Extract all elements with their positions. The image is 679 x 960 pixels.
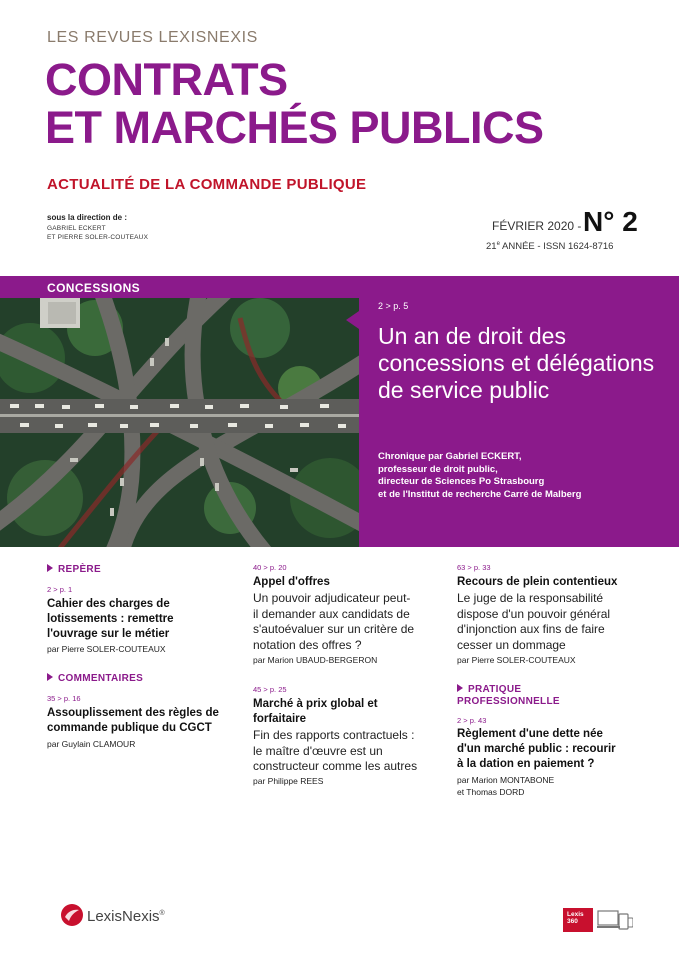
journal-title-line2: ET MARCHÉS PUBLICS	[45, 102, 544, 153]
article-title-prix-global[interactable]	[253, 697, 378, 727]
journal-title	[45, 56, 605, 152]
article-author-line: par Marion MONTABONE	[457, 775, 555, 785]
article-title-line: Cahier des charges de	[47, 598, 170, 610]
director-1: GABRIEL ECKERT	[47, 225, 106, 232]
badge-line2: 360	[567, 918, 578, 925]
article-desc-line: constructeur comme les autres	[253, 759, 418, 773]
feature-ref: 2 > p. 5	[378, 301, 409, 311]
article-title-plein-contentieux[interactable]: Recours de plein contentieux	[457, 576, 618, 588]
section-commentaires	[47, 673, 143, 684]
article-desc-line: d'injonction aux fins de faire	[457, 622, 605, 636]
article-ref: 63 > p. 33	[457, 563, 491, 572]
article-ref: 2 > p. 43	[457, 716, 487, 725]
issue-date: FÉVRIER 2020 -	[492, 219, 582, 233]
article-title-cgct[interactable]	[47, 706, 219, 736]
highway-illustration	[0, 298, 359, 547]
direction-label: sous la direction de :	[47, 213, 128, 222]
article-author: par Philippe REES	[253, 776, 324, 786]
article-desc-line: Un pouvoir adjudicateur peut-	[253, 591, 411, 605]
article-title-line: forfaitaire	[253, 713, 307, 725]
issue-number: N° 2	[583, 206, 638, 237]
article-desc	[457, 591, 610, 653]
section-pratique-label2: PROFESSIONNELLE	[457, 696, 560, 707]
article-title-lotissements[interactable]	[47, 597, 174, 642]
triangle-icon	[457, 684, 463, 692]
article-desc-line: s'autoévaluer sur un critère de	[253, 622, 415, 636]
section-pratique-label: PRATIQUE	[468, 684, 522, 695]
article-title-line: commande publique du CGCT	[47, 722, 212, 734]
article-author: par Guylain CLAMOUR	[47, 739, 136, 749]
badge-line1: Lexis	[567, 911, 584, 918]
feature-title[interactable]: Un an de droit des concessions et délégations de service public	[378, 323, 655, 403]
article-desc-line: le maître d'œuvre est un	[253, 743, 383, 758]
feature-author-line4: et de l'Institut de recherche Carré de Malberg	[378, 488, 582, 500]
article-title-line: lotissements : remettre	[47, 613, 174, 625]
section-pratique	[457, 684, 560, 708]
section-commentaires-label: COMMENTAIRES	[58, 673, 144, 684]
trademark: ®	[159, 910, 165, 917]
director-2: ET PIERRE SOLER-COUTEAUX	[47, 234, 149, 241]
journal-subtitle: ACTUALITÉ DE LA COMMANDE PUBLIQUE	[47, 176, 367, 193]
article-title-appel-offres[interactable]: Appel d'offres	[253, 576, 330, 588]
article-ref: 40 > p. 20	[253, 563, 287, 572]
article-author-line: et Thomas DORD	[457, 787, 525, 797]
article-desc-line: Fin des rapports contractuels :	[253, 728, 415, 742]
article-desc	[253, 591, 414, 653]
section-repere-label: REPÈRE	[58, 564, 101, 575]
article-title-line: Assouplissement des règles de	[47, 707, 219, 719]
article-author: par Marion UBAUD-BERGERON	[253, 655, 378, 665]
article-desc	[253, 728, 417, 775]
article-title-dation[interactable]	[457, 727, 616, 772]
article-title-line: Règlement d'une dette née	[457, 728, 603, 740]
triangle-icon	[47, 564, 53, 572]
article-desc-line: notation des offres ?	[253, 637, 362, 652]
devices-icon	[597, 909, 633, 938]
issue-year-rest: ANNÉE - ISSN 1624-8716	[499, 241, 614, 253]
journal-title-line1: CONTRATS	[45, 54, 288, 105]
cover-photo-highway	[0, 298, 359, 547]
feature-author-line1: Chronique par Gabriel ECKERT,	[378, 451, 522, 462]
lexis360-badge-text	[567, 911, 584, 925]
section-pratique-line1	[457, 684, 560, 696]
feature-pointer	[346, 311, 359, 329]
article-desc-line: Le juge de la responsabilité	[457, 591, 604, 605]
issue-year-num: 21	[486, 241, 497, 253]
section-repere	[47, 564, 101, 575]
lexisnexis-brand	[87, 908, 165, 925]
feature-author-line2: professeur de droit public,	[378, 463, 498, 475]
article-author: par Pierre SOLER-COUTEAUX	[47, 644, 166, 654]
article-ref: 2 > p. 1	[47, 585, 73, 594]
triangle-icon	[47, 673, 53, 681]
lexisnexis-logo-icon	[60, 903, 84, 932]
issue-year-sup: e	[496, 241, 500, 247]
article-title-line: Marché à prix global et	[253, 698, 378, 710]
article-title-line: d'un marché public : recourir	[457, 743, 616, 755]
article-desc-line: il demander aux candidats de	[253, 606, 410, 621]
feature-author	[378, 451, 673, 501]
section-label-concessions: CONCESSIONS	[47, 281, 141, 295]
article-author: par Pierre SOLER-COUTEAUX	[457, 655, 576, 665]
article-ref: 35 > p. 16	[47, 694, 81, 703]
brand-name: LexisNexis	[87, 908, 160, 925]
lexisnexis-emblem	[60, 903, 84, 927]
feature-author-line3: directeur de Sciences Po Strasbourg	[378, 476, 545, 487]
issue-year-issn	[486, 241, 613, 252]
devices-illustration	[597, 909, 633, 933]
article-title-line: l'ouvrage sur le métier	[47, 628, 170, 640]
article-author	[457, 774, 554, 798]
article-ref: 45 > p. 25	[253, 685, 287, 694]
article-desc-line: dispose d'un pouvoir général	[457, 606, 611, 621]
article-desc-line: cesser un dommage	[457, 637, 566, 652]
article-title-line: à la dation en paiement ?	[457, 758, 595, 770]
series-name: LES REVUES LEXISNEXIS	[47, 29, 258, 46]
